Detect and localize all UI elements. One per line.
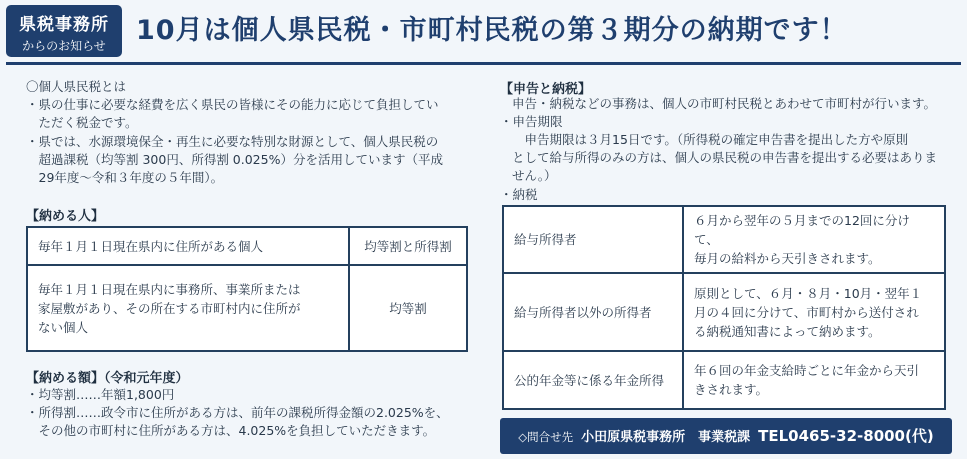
table-row: [503, 206, 945, 273]
header-divider: [6, 62, 961, 65]
tax-r2-c2-line-1: 原則として、６月・８月・10月・翌年１: [694, 285, 923, 301]
tax-r3-c2-line-1: 年６回の年金支給時ごとに年金から天引: [694, 363, 920, 378]
payers-r2-c2: 均等割: [349, 265, 467, 351]
contact-label: ◇問合せ先: [518, 430, 574, 444]
tax-r1-c2-line-1: ６月から翌年の５月までの12回に分けて、: [694, 213, 910, 247]
payers-r1-c1: 毎年１月１日現在県内に住所がある個人: [27, 227, 349, 265]
notice-badge: [6, 5, 122, 57]
amount-heading-year: （令和元年度）: [104, 371, 189, 386]
filing-heading: 【申告と納税】: [500, 82, 592, 97]
payers-r2-c1: [27, 265, 349, 351]
tax-table: [502, 205, 946, 410]
intro-bullet-2-line-1: ・県では、水源環境保全・再生に必要な特別な財源として、個人県民税の: [26, 134, 439, 149]
tax-r1-c2-line-2: 毎月の給料から天引きされます。: [694, 251, 881, 266]
tax-r3-c2: [683, 351, 945, 409]
payers-r2-c1-line-2: 家屋敷があり、その所在する市町村内に住所が: [38, 300, 301, 316]
contact-office: 小田原県税事務所 事業税課: [581, 430, 751, 445]
badge-title: 県税事務所: [19, 15, 109, 35]
tax-r2-c2-line-2: 月の４回に分けて、市町村から送付され: [694, 304, 919, 320]
amount-heading: [26, 367, 189, 386]
payers-r1-c2: 均等割と所得割: [349, 227, 467, 265]
table-row: [503, 351, 945, 409]
filing-line-2: ・申告期限: [500, 114, 563, 129]
filing-line-3: 申告期限は３月15日です。（所得税の確定申告書を提出した方や原則: [512, 132, 909, 147]
intro-bullet-1-line-2: ただく税金です。: [26, 115, 138, 130]
payers-r2-c1-line-3: ない個人: [38, 319, 89, 335]
intro-bullet-1-line-1: ・県の仕事に必要な経費を広く県民の皆様にその能力に応じて負担してい: [26, 97, 439, 112]
intro-bullet-2-line-3: 29年度〜令和３年度の５年間）。: [26, 170, 224, 185]
tax-r1-c1: 給与所得者: [503, 206, 683, 273]
amount-heading-label: 【納める額】: [26, 371, 105, 386]
filing-line-6: ・納税: [500, 187, 538, 202]
tax-r2-c2: [683, 273, 945, 351]
table-row: [27, 227, 467, 265]
payers-heading: 【納める人】: [26, 209, 105, 224]
filing-line-4: として給与所得のみの方は、個人の県民税の申告書を提出する必要はありま: [512, 150, 938, 165]
payers-r2-c1-line-1: 毎年１月１日現在県内に事務所、事業所または: [38, 281, 301, 297]
payers-table: [26, 226, 468, 352]
tax-r1-c2: [683, 206, 945, 273]
contact-banner: [500, 418, 952, 454]
tax-r2-c1: 給与所得者以外の所得者: [503, 273, 683, 351]
filing-line-1: 申告・納税などの事務は、個人の市町村民税とあわせて市町村が行います。: [512, 96, 937, 111]
amount-line-2: ・所得割……政令市に住所がある方は、前年の課税所得金額の2.025%を、: [26, 405, 449, 420]
badge-subtitle: からのお知らせ: [22, 39, 106, 53]
amount-line-1: ・均等割……年額1,800円: [26, 387, 175, 402]
intro-title: 〇個人県民税とは: [26, 79, 127, 94]
table-row: [503, 273, 945, 351]
tax-r2-c2-line-3: る納税通知書によって納めます。: [694, 323, 881, 339]
page-headline: 10月は個人県民税・市町村民税の第３期分の納期です！: [136, 15, 848, 46]
tax-r3-c1: 公的年金等に係る年金所得: [503, 351, 683, 409]
table-row: [27, 265, 467, 351]
amount-line-3: その他の市町村に住所がある方は、4.025%を負担していただきます。: [26, 423, 436, 438]
tax-r3-c2-line-2: きされます。: [694, 382, 769, 397]
intro-bullet-2-line-2: 超過課税（均等割 300円、所得割 0.025%）分を活用しています（平成: [26, 152, 443, 167]
contact-phone: TEL0465-32-8000(代): [758, 427, 934, 445]
filing-line-5: せん。）: [512, 168, 557, 183]
